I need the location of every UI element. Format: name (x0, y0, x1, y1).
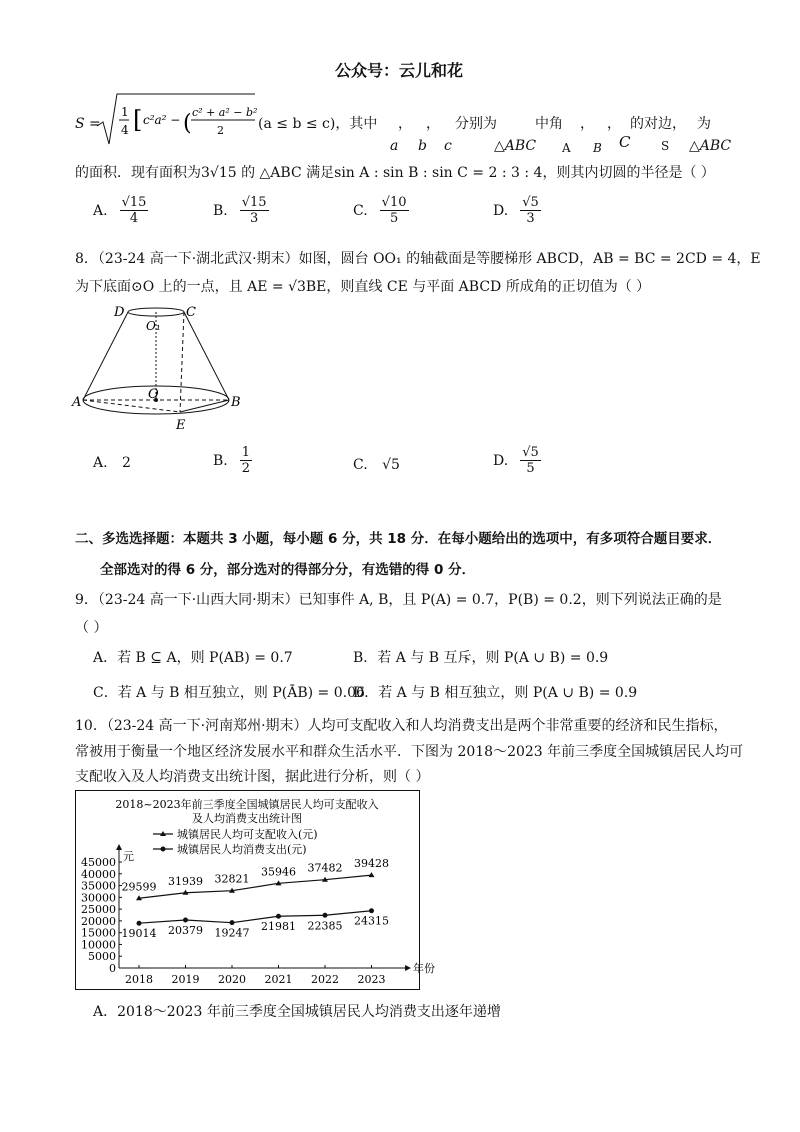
q9-option-a[interactable]: A．若 B ⊆ A，则 P(AB) = 0.7 (93, 650, 293, 666)
data-label: 21981 (261, 920, 296, 934)
y-tick-label: 30000 (81, 891, 116, 905)
option-value: 2 (122, 455, 131, 471)
data-point-circle (183, 917, 188, 922)
option-label: C. (353, 202, 368, 219)
option-label: C. (353, 457, 368, 473)
frac-num: 1 (241, 445, 251, 460)
q7-sub-A: A (562, 141, 571, 155)
option-label: A. (93, 202, 108, 219)
income-expense-chart (75, 790, 435, 990)
legend-marker-circle (161, 847, 166, 852)
frac-den: 3 (250, 211, 259, 226)
q7-line-2: 的面积．现有面积为3√15 的 △ABC 满足sin A : sin B : sin C = 2 : 3 : 4，则其内切圆的半径是（ ） (75, 165, 715, 181)
q7-option-c[interactable] (353, 195, 409, 226)
svg-text:c²a² −: c²a² − (143, 113, 181, 127)
svg-text:[: [ (133, 106, 143, 134)
y-tick-label: 45000 (81, 856, 116, 869)
q8-option-c[interactable] (353, 457, 400, 473)
q8-line-2: 为下底面⊙O 上的一点，且 AE = √3BE，则直线 CE 与平面 ABCD 所成角的正切值为（ ） (75, 279, 651, 295)
q9-line-2: （ ） (75, 620, 108, 636)
legend-label: 城镇居民人均可支配收入(元) (177, 828, 318, 841)
section-2-line-2: 全部选对的得 6 分，部分选对的得部分分，有选错的得 0 分． (100, 562, 476, 578)
label-B: B (231, 395, 241, 410)
chart-title: 2018~2023年前三季度全国城镇居民人均可支配收入 (115, 798, 379, 811)
frac-num: √5 (522, 195, 539, 210)
q8-option-a[interactable] (93, 455, 131, 471)
page-header-title: 公众号：云儿和花 (335, 61, 464, 80)
data-label: 39428 (354, 857, 389, 871)
label-A: A (72, 395, 82, 410)
formula-radical (95, 92, 257, 148)
q7-option-a[interactable] (93, 195, 148, 226)
frac-den: 2 (241, 461, 251, 476)
data-point-circle (230, 920, 235, 925)
y-tick-label: 20000 (81, 914, 116, 928)
data-label: 22385 (307, 919, 343, 933)
frac-den: 4 (129, 211, 139, 226)
label-C: C (186, 305, 196, 320)
data-label: 32821 (214, 872, 250, 886)
data-label: 24315 (354, 914, 389, 928)
q7-sub-S: S (661, 139, 670, 153)
x-tick-label: 2022 (311, 973, 339, 986)
option-label: D. (493, 202, 509, 219)
q9-option-c[interactable]: C．若 A 与 B 相互独立，则 P(ĀB) = 0.06 (93, 685, 365, 701)
option-label: A. (93, 455, 108, 471)
q10-line-2: 常被用于衡量一个地区经济发展水平和群众生活水平．下图为 2018～2023 年前三季度全国城镇居民人均可 (75, 744, 744, 760)
q7-text-g: 的对边， (630, 116, 686, 132)
formula-quarter-num: 1 (121, 105, 129, 119)
q10-line-1: 10．（23-24 高一下·河南郑州·期末）人均可支配收入和人均消费支出是两个非常重要的经济和民生指标， (75, 718, 728, 734)
data-label: 29599 (121, 880, 157, 894)
option-fraction (240, 445, 252, 476)
legend-label: 城镇居民人均消费支出(元) (177, 843, 307, 856)
q10-line-3: 支配收入及人均消费支出统计图，据此进行分析，则（ ） (75, 769, 430, 785)
data-label: 20379 (168, 923, 203, 937)
q9-option-b[interactable]: B．若 A 与 B 互斥，则 P(A ∪ B) = 0.9 (353, 650, 609, 666)
svg-text:c² + a² − b²: c² + a² − b² (192, 106, 258, 119)
frac-den: 5 (526, 461, 535, 476)
data-label: 19247 (214, 926, 250, 940)
q7-sub-c: c (444, 138, 452, 154)
q7-text-e: ， (580, 116, 594, 132)
y-tick-label: 10000 (81, 938, 116, 952)
q9-line-1: 9．（23-24 高一下·山西大同·期末）已知事件 A, B，且 P(A) = 0.7，P(B) = 0.2，则下列说法正确的是 (75, 592, 722, 608)
label-O: O (148, 387, 159, 402)
frac-den: 5 (389, 211, 399, 226)
section-2-line-1: 二、多选选择题：本题共 3 小题，每小题 6 分，共 18 分．在每小题给出的选项中，有多项符合题目要求． (75, 531, 722, 547)
chart-subtitle: 及人均消费支出统计图 (192, 812, 302, 825)
data-point-circle (276, 914, 281, 919)
x-tick-label: 2021 (264, 973, 293, 986)
formula-quarter-den: 4 (121, 123, 129, 137)
frac-den: 3 (526, 211, 535, 226)
q7-text-h: 为 (697, 116, 711, 132)
x-tick-label: 2023 (357, 973, 386, 986)
x-tick-label: 2018 (125, 973, 153, 986)
option-fraction (380, 195, 409, 226)
q7-sub-triangle: △ABC (494, 138, 537, 154)
q7-text-a: ， (398, 116, 412, 132)
q7-text-d: 中角 (535, 116, 563, 132)
q9-option-d[interactable]: D．若 A 与 B 相互独立，则 P(A ∪ B) = 0.9 (353, 685, 638, 701)
y-axis-label: 元 (123, 850, 134, 863)
frustum-figure (70, 300, 250, 440)
q7-text-c: 分别为 (455, 116, 497, 132)
y-tick-label: 35000 (81, 879, 116, 893)
svg-text:(: ( (183, 111, 192, 136)
option-label: B. (213, 202, 228, 219)
q7-sub-triangle-2: △ABC (689, 138, 732, 154)
y-tick-label: 40000 (81, 867, 116, 881)
q7-option-d[interactable] (493, 195, 541, 226)
y-tick-label: 25000 (81, 903, 116, 917)
data-label: 31939 (168, 874, 203, 888)
q8-option-d[interactable] (493, 445, 541, 476)
option-label: B. (213, 452, 228, 469)
frac-num: √10 (381, 195, 407, 210)
x-axis-label: 年份 (413, 962, 435, 975)
option-fraction (120, 195, 149, 226)
frac-num: √15 (121, 195, 147, 210)
y-tick-label: 15000 (81, 926, 116, 940)
frac-num: √5 (522, 445, 539, 460)
frac-num: √15 (241, 195, 267, 210)
q7-sub-b: b (418, 138, 427, 154)
data-point-circle (369, 908, 374, 913)
q7-sub-B: B (593, 141, 602, 155)
data-label: 19014 (121, 927, 157, 941)
data-point-circle (137, 921, 142, 926)
svg-text:2: 2 (217, 124, 224, 137)
option-fraction (520, 445, 541, 476)
q7-sub-a: a (390, 138, 399, 154)
data-label: 37482 (307, 861, 343, 875)
q8-line-1: 8．（23-24 高一下·湖北武汉·期末）如图，圆台 OO₁ 的轴截面是等腰梯形 ABCD，AB = BC = 2CD = 4，E (75, 251, 761, 267)
q10-option-a[interactable]: A．2018～2023 年前三季度全国城镇居民人均消费支出逐年递增 (93, 1004, 501, 1020)
q7-text-f: ， (607, 116, 621, 132)
x-tick-label: 2019 (171, 973, 200, 986)
data-point-circle (323, 913, 328, 918)
label-O1: O₁ (146, 319, 161, 333)
option-label: D. (493, 452, 509, 469)
option-fraction (240, 195, 269, 226)
y-tick-label: 0 (109, 962, 116, 975)
q7-sub-C: C (619, 133, 631, 151)
q7-option-b[interactable] (213, 195, 269, 226)
formula-cond: (a ≤ b ≤ c)，其中 (258, 116, 378, 132)
q8-option-b[interactable] (213, 445, 252, 476)
formula-s: S = (75, 116, 101, 132)
label-E: E (176, 418, 186, 433)
x-tick-label: 2020 (218, 973, 246, 986)
option-value: √5 (382, 457, 400, 473)
q7-text-b: ， (426, 116, 440, 132)
label-D: D (114, 305, 125, 320)
option-fraction (520, 195, 541, 226)
y-tick-label: 5000 (88, 950, 116, 964)
data-label: 35946 (261, 865, 296, 879)
